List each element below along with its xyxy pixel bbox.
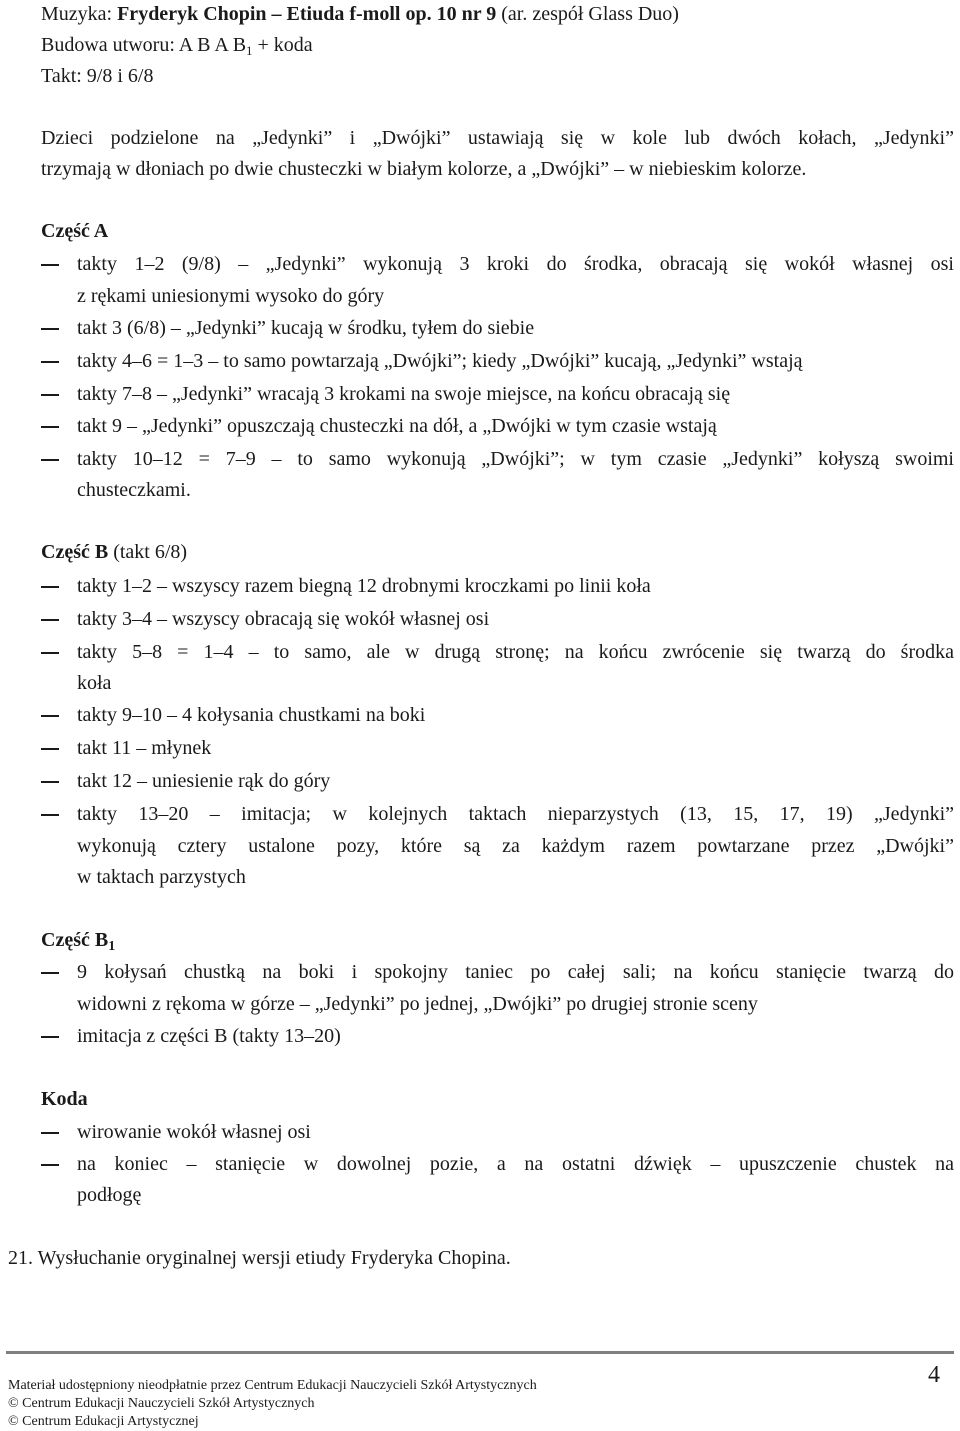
part-a-item-4: takty 7–8 – „Jedynki” wracają 3 krokami na swoje miejsce, na końcu obracają się bbox=[77, 383, 731, 405]
coda-item-1: wirowanie wokół własnej osi bbox=[77, 1121, 311, 1143]
structure-suffix: + koda bbox=[252, 34, 313, 56]
footer-line-2: © Centrum Edukacji Nauczycieli Szkół Artystycznych bbox=[8, 1396, 315, 1411]
part-a-item-3: takty 4–6 = 1–3 – to samo powtarzają „Dwójki”; kiedy „Dwójki” kucają, „Jedynki” wstają bbox=[77, 350, 803, 372]
part-a-item-5: takt 9 – „Jedynki” opuszczają chusteczki na dół, a „Dwójki w tym czasie wstają bbox=[77, 415, 717, 437]
part-b-item-1: takty 1–2 – wszyscy razem biegną 12 drobnymi kroczkami po linii koła bbox=[77, 575, 651, 597]
dash-bullet bbox=[41, 426, 59, 428]
footer-line-3: © Centrum Edukacji Artystycznej bbox=[8, 1414, 199, 1429]
part-a-item-6-line-1: takty 10–12 = 7–9 – to samo wykonują „Dwójki”; w tym czasie „Jedynki” kołyszą swoimi bbox=[77, 448, 954, 470]
dash-bullet bbox=[41, 459, 59, 461]
dash-bullet bbox=[41, 586, 59, 588]
dash-bullet bbox=[41, 1132, 59, 1134]
dash-bullet bbox=[41, 715, 59, 717]
intro-line-2: trzymają w dłoniach po dwie chusteczki w białym kolorze, a „Dwójki” – w niebieskim kolorze. bbox=[41, 158, 807, 180]
structure-line bbox=[41, 33, 313, 57]
music-arrangement: (ar. zespół Glass Duo) bbox=[496, 3, 679, 25]
dash-bullet bbox=[41, 394, 59, 396]
part-b1-item-1-line-2: widowni z rękoma w górze – „Jedynki” po jednej, „Dwójki” po drugiej stronie sceny bbox=[77, 993, 758, 1015]
part-b-heading-label: Część B bbox=[41, 541, 109, 563]
part-b-heading-meter: (takt 6/8) bbox=[108, 541, 188, 563]
part-b-item-7-line-1: takty 13–20 – imitacja; w kolejnych taktach nieparzystych (13, 15, 17, 19) „Jedynki” bbox=[77, 803, 954, 825]
page-number: 4 bbox=[928, 1362, 940, 1388]
dash-bullet bbox=[41, 1036, 59, 1038]
dash-bullet bbox=[41, 361, 59, 363]
dash-bullet bbox=[41, 814, 59, 816]
part-b1-heading bbox=[41, 928, 115, 952]
dash-bullet bbox=[41, 328, 59, 330]
structure-subscript: 1 bbox=[246, 43, 253, 58]
part-a-item-1-line-1: takty 1–2 (9/8) – „Jedynki” wykonują 3 kroki do środka, obracają się wokół własnej osi bbox=[77, 253, 954, 275]
part-b1-heading-label: Część B bbox=[41, 929, 109, 951]
part-b1-heading-subscript: 1 bbox=[108, 939, 116, 954]
dash-bullet bbox=[41, 264, 59, 266]
part-a-item-2: takt 3 (6/8) – „Jedynki” kucają w środku, tyłem do siebie bbox=[77, 317, 535, 339]
structure-text: Budowa utworu: A B A B bbox=[41, 34, 247, 56]
intro-line-1: Dzieci podzielone na „Jedynki” i „Dwójki” ustawiają się w kole lub dwóch kołach, „Jedynki” bbox=[41, 127, 954, 149]
dash-bullet bbox=[41, 781, 59, 783]
part-b-heading bbox=[41, 540, 187, 564]
part-b-item-2: takty 3–4 – wszyscy obracają się wokół własnej osi bbox=[77, 608, 490, 630]
dash-bullet bbox=[41, 748, 59, 750]
part-b-item-5: takt 11 – młynek bbox=[77, 737, 212, 759]
meter-line: Takt: 9/8 i 6/8 bbox=[41, 65, 154, 87]
part-b-item-6: takt 12 – uniesienie rąk do góry bbox=[77, 770, 331, 792]
music-title: Fryderyk Chopin – Etiuda f-moll op. 10 nr 9 bbox=[117, 3, 497, 25]
dash-bullet bbox=[41, 652, 59, 654]
coda-item-2-line-1: na koniec – stanięcie w dowolnej pozie, a na ostatni dźwięk – upuszczenie chustek na bbox=[77, 1153, 954, 1175]
coda-item-2-line-2: podłogę bbox=[77, 1184, 142, 1206]
dash-bullet bbox=[41, 619, 59, 621]
dash-bullet bbox=[41, 972, 59, 974]
part-b1-item-2: imitacja z części B (takty 13–20) bbox=[77, 1025, 341, 1047]
music-line bbox=[41, 2, 679, 26]
part-b-item-3-line-1: takty 5–8 = 1–4 – to samo, ale w drugą stronę; na końcu zwrócenie się twarzą do środka bbox=[77, 641, 954, 663]
coda-heading: Koda bbox=[41, 1088, 88, 1110]
part-a-item-1-line-2: z rękami uniesionymi wysoko do góry bbox=[77, 285, 385, 307]
part-b-item-7-line-2: wykonują cztery ustalone pozy, które są za każdym razem powtarzane przez „Dwójki” bbox=[77, 835, 954, 857]
part-a-heading: Część A bbox=[41, 220, 109, 242]
part-b-item-4: takty 9–10 – 4 kołysania chustkami na boki bbox=[77, 704, 426, 726]
part-b-item-7-line-3: w taktach parzystych bbox=[77, 866, 246, 888]
part-b1-item-1-line-1: 9 kołysań chustką na boki i spokojny taniec po całej sali; na końcu stanięcie twarzą do bbox=[77, 961, 954, 983]
part-a-item-6-line-2: chusteczkami. bbox=[77, 479, 191, 501]
dash-bullet bbox=[41, 1164, 59, 1166]
footer-divider bbox=[6, 1351, 954, 1354]
part-b-item-3-line-2: koła bbox=[77, 672, 112, 694]
music-label: Muzyka: bbox=[41, 3, 118, 25]
footer-line-1: Materiał udostępniony nieodpłatnie przez Centrum Edukacji Nauczycieli Szkół Artystycznych bbox=[8, 1378, 537, 1393]
step-21: 21. Wysłuchanie oryginalnej wersji etiudy Fryderyka Chopina. bbox=[8, 1247, 511, 1269]
